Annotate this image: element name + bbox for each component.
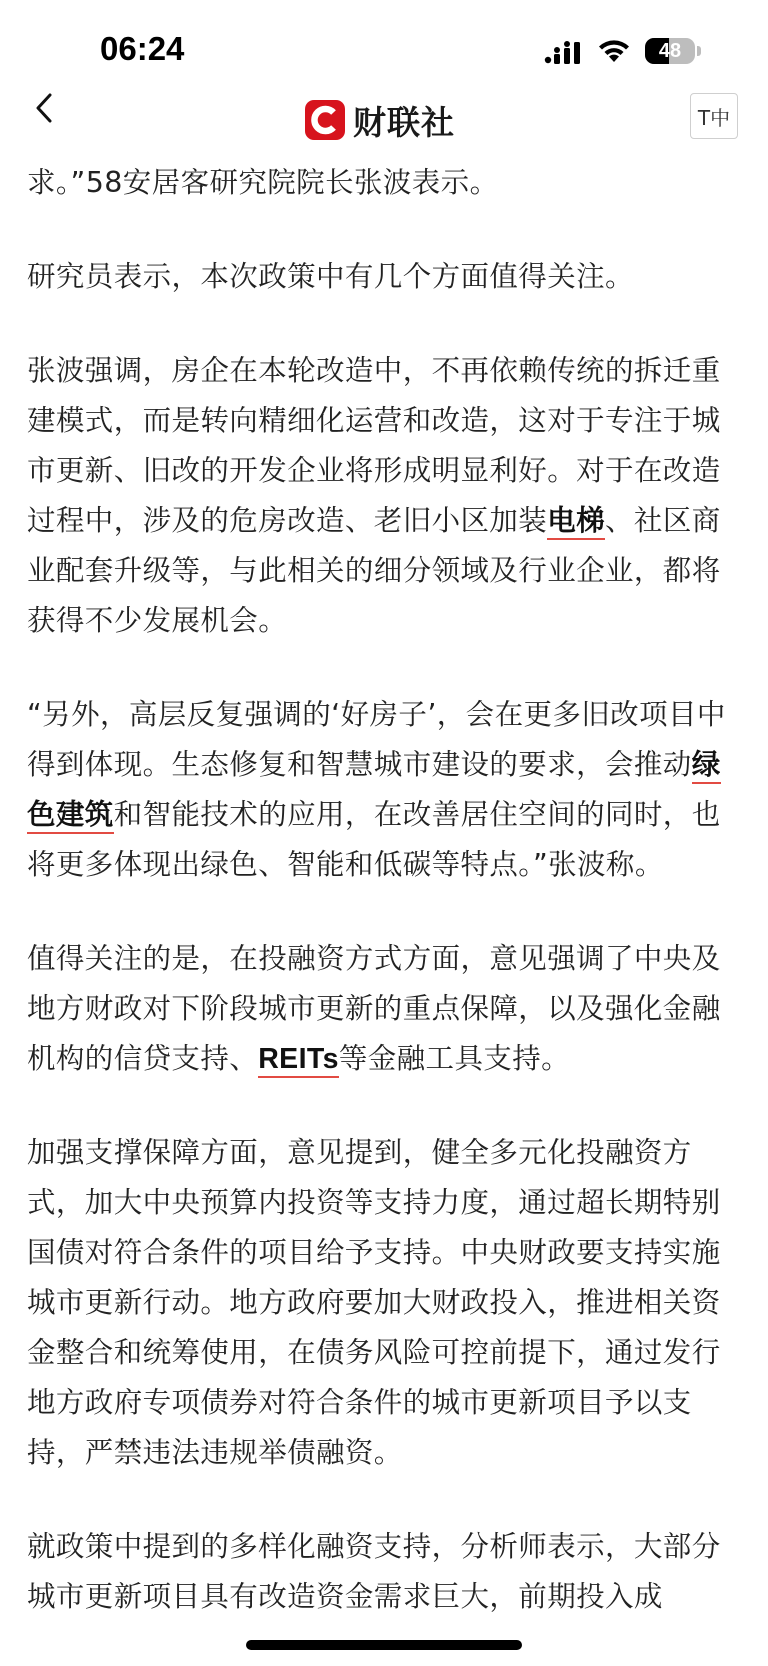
battery-level-text: 48 xyxy=(658,40,682,62)
article-paragraph: 就政策中提到的多样化融资支持，分析师表示，大部分城市更新项目具有改造资金需求巨大，前期投入成 xyxy=(27,1530,721,1613)
paragraph-text: 值得关注的是，在投融资方式方面，意见强调了中央及地方财政对下阶段城市更新的重点保障，以及强化金融机构的信贷支持、 xyxy=(27,942,721,1075)
back-button[interactable] xyxy=(30,90,70,140)
keyword-link-green-building[interactable]: 绿色建筑 xyxy=(27,748,721,834)
article-paragraph: 研究员表示，本次政策中有几个方面值得关注。 xyxy=(27,260,634,293)
brand-mark xyxy=(305,100,345,140)
article-body xyxy=(27,158,743,1666)
chevron-left-icon xyxy=(30,90,70,140)
font-size-button[interactable]: T中 xyxy=(690,93,738,139)
brand-logo xyxy=(305,97,455,143)
battery-icon xyxy=(645,38,695,64)
paragraph-text: 张波强调，房企在本轮改造中，不再依赖传统的拆迁重建模式，而是转向精细化运营和改造，这对于专注于城市更新、旧改的开发企业将形成明显利好。对于在改造过程中，涉及的危房改造、老旧小区加装 xyxy=(27,354,721,537)
paragraph-text: “另外，高层反复强调的‘好房子’，会在更多旧改项目中得到体现。生态修复和智慧城市建设的要求，会推动 xyxy=(27,698,726,781)
article-paragraph xyxy=(27,690,743,890)
article-paragraph xyxy=(27,934,743,1084)
signal-icon xyxy=(544,40,584,64)
keyword-link-reits[interactable]: REITs xyxy=(258,1043,339,1078)
brand-name: 财联社 xyxy=(353,102,455,142)
wifi-icon xyxy=(596,38,632,64)
nav-bar xyxy=(0,90,768,162)
home-indicator[interactable] xyxy=(246,1640,522,1650)
status-time: 06:24 xyxy=(100,30,185,67)
article-paragraph: 求。”58安居客研究院院长张波表示。 xyxy=(27,166,499,199)
paragraph-text: 和智能技术的应用，在改善居住空间的同时，也将更多体现出绿色、智能和低碳等特点。”张波称。 xyxy=(27,798,721,881)
paragraph-text: 等金融工具支持。 xyxy=(338,1042,571,1075)
keyword-link-elevator[interactable]: 电梯 xyxy=(547,504,605,540)
battery-cap xyxy=(697,46,701,56)
article-paragraph xyxy=(27,346,743,646)
status-bar xyxy=(0,0,768,90)
paragraph-text: 、社区商业配套升级等，与此相关的细分领域及行业企业，都将获得不少发展机会。 xyxy=(27,504,721,637)
article-paragraph: 加强支撑保障方面，意见提到，健全多元化投融资方式，加大中央预算内投资等支持力度，通过超长期特别国债对符合条件的项目给予支持。中央财政要支持实施城市更新行动。地方政府要加大财政投入，推进相关资金整合和统筹使用，在债务风险可控前提下，通过发行地方政府专项债券对符合条件的城市更新项目予以支持，严禁违法违规举债融资。 xyxy=(27,1136,721,1469)
